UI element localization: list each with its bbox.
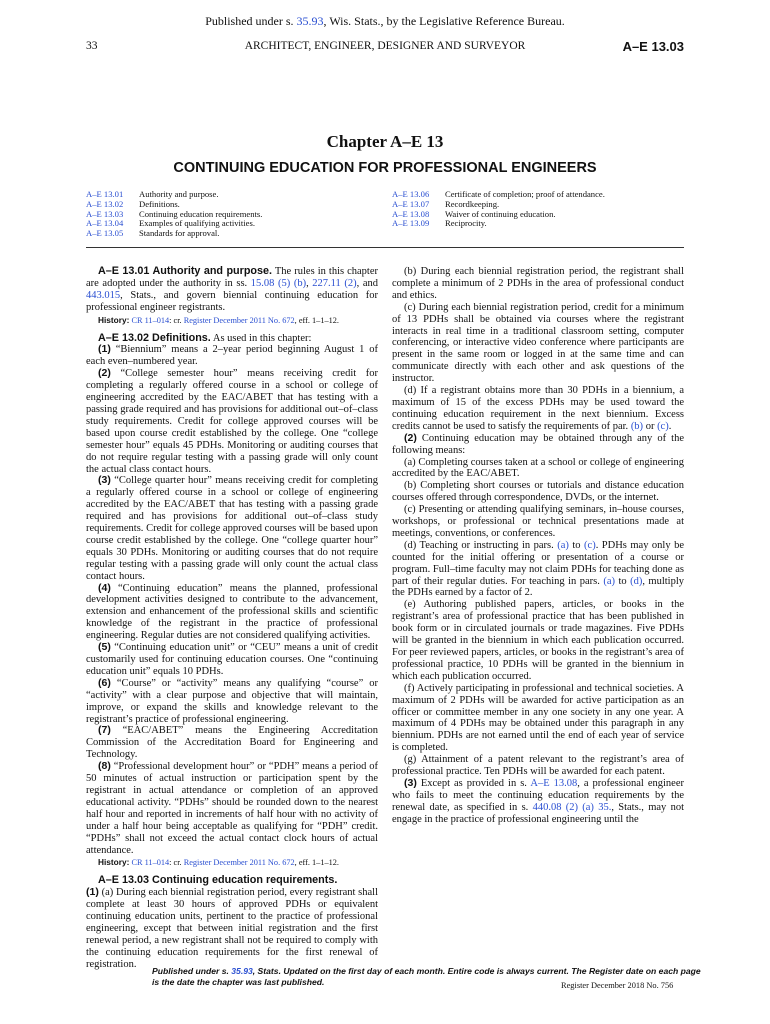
statute-link[interactable]: 227.11 (2) [312, 277, 357, 289]
paragraph-1d [392, 385, 684, 433]
sub-number: (1) [98, 343, 111, 356]
text: “Biennium” means a 2–year period beginning August 1 of each even–numbered year. [86, 344, 378, 368]
text: “Continuing education unit” or “CEU” means a unit of credit customarily used for continuing education courses. One “continuing education unit” equals 10 PDHs. [86, 642, 378, 677]
toc-title: Recordkeeping. [445, 198, 500, 209]
toc-link[interactable]: A–E 13.08 [392, 208, 430, 219]
history-link-register[interactable]: Register December 2011 No. 672 [183, 315, 295, 325]
paragraph-2d [392, 540, 684, 600]
text: is the date the chapter was last published. [152, 977, 325, 987]
toc-title: Certificate of completion; proof of attendance. [445, 189, 605, 199]
sub-number: (2) [404, 431, 417, 444]
notice-text: Published under s. [205, 14, 297, 28]
sub-number: (2) [98, 367, 111, 380]
text: As used in this chapter: [210, 332, 312, 344]
running-section: A–E 13.03 [622, 39, 684, 54]
text: “College quarter hour” means receiving credit for completing a regularly offered course in a school or college of engineering accredited by the EAC/ABET that has testing with a passing grade required and has provisions for additional out–of–class study requirements. Credit for college approved courses will be based upon course credit established by the college. One “college quarter hour” equals 30 PDHs. Monitoring or auditing courses that do not require regular testing with a passing grade will only count the actual class contact hours. [86, 475, 378, 582]
toc-link[interactable]: A–E 13.03 [86, 208, 124, 219]
toc-link[interactable]: A–E 13.02 [86, 198, 124, 209]
text: (d) Teaching or instructing in pars. [404, 539, 558, 551]
toc-right-column [392, 190, 605, 229]
toc-link[interactable]: A–E 13.09 [392, 218, 430, 229]
section-heading: A–E 13.02 Definitions. [98, 331, 211, 344]
chapter-subtitle: CONTINUING EDUCATION FOR PROFESSIONAL ENGINEERS [173, 160, 597, 176]
definition-1 [86, 344, 378, 368]
definition-4 [86, 583, 378, 643]
sub-number: (5) [98, 641, 111, 654]
text: or [643, 420, 658, 432]
text: (d) If a registrant obtains more than 30 PDHs in a biennium, a maximum of 15 of the excess PDHs may be used toward the continuing education requirement in the next biennium. Excess credits cannot be used to satisfy the requirements of par. [392, 385, 684, 432]
toc-link[interactable]: A–E 13.07 [392, 198, 430, 209]
paragraph-2b: (b) Completing short courses or tutorials and distance education courses offered through correspondence, DVDs, or the internet. [392, 480, 684, 504]
definition-5 [86, 642, 378, 678]
subsection-3 [392, 778, 684, 826]
toc-title: Continuing education requirements. [139, 208, 263, 219]
text: , a professional engineer who fails to meet the continuing education requirements by the renewal date, as specified in s. [392, 777, 684, 813]
history-link-cr[interactable]: CR 11–014 [131, 315, 170, 325]
text: , eff. 1–1–12. [294, 858, 339, 868]
text: , eff. 1–1–12. [294, 315, 339, 325]
sub-number: (7) [98, 724, 111, 737]
sub-number: (3) [98, 474, 111, 487]
section-heading: A–E 13.01 Authority and purpose. [98, 265, 273, 277]
definition-6 [86, 678, 378, 726]
par-link-b[interactable]: (b) [630, 420, 644, 432]
history-label: History: [98, 314, 130, 325]
text: , Stats., and govern biennial continuing education for professional engineer registrants. [86, 289, 378, 313]
par-link-c[interactable]: (c) [584, 539, 596, 551]
text: The rules in this chapter are adopted under the authority in ss. [86, 266, 379, 289]
par-link-d[interactable]: (d) [630, 575, 643, 587]
text: , multiply the PDHs earned by a factor of 2. [392, 575, 684, 599]
text: (a) During each biennial registration period, every registrant shall complete at least 30 hours of approved PDHs or equivalent continuing education units, pertinent to the practice of professional engineering, except that between initial registration and the first renewal period, a new registrant shall not be required to comply with the continuing education requirements for the first renewal of registration. [86, 887, 378, 970]
page-number: 33 [86, 40, 98, 52]
toc-link[interactable]: A–E 13.01 [86, 189, 124, 199]
text: . PDHs may only be counted for the initial offering or presentation of a course or program. Full–time faculty may not claim PDHs for teaching done as part of their regular duties. For teaching in pars. [392, 539, 684, 587]
right-text-column [392, 266, 684, 826]
paragraph-1c: (c) During each biennial registration period, credit for a minimum of 13 PDHs shall be obtained via courses where the registrant interacts in real time in a traditional classroom setting, computer conferencing, or interactive video conference where participants are present in the same room or logged in at the same time and can communicate directly with each other and ask questions of the instructor. [392, 301, 684, 385]
toc-link[interactable]: A–E 13.06 [392, 189, 430, 199]
definition-8 [86, 761, 378, 856]
running-title: ARCHITECT, ENGINEER, DESIGNER AND SURVEYOR [244, 40, 526, 52]
definition-2 [86, 368, 378, 475]
par-link-a[interactable]: (a) [557, 539, 569, 551]
paragraph-2c: (c) Presenting or attending qualifying seminars, in–house courses, workshops, or professional or technical presentations made at meetings, conventions, or conferences. [392, 504, 684, 539]
paragraph-2g: (g) Attainment of a patent relevant to the registrant’s area of professional practice. Ten PDHs will be awarded for each patent. [392, 754, 684, 778]
paragraph-1b: (b) During each biennial registration period, the registrant shall complete a minimum of 2 PDHs in the area of professional conduct and ethics. [392, 266, 684, 301]
toc-link[interactable]: A–E 13.05 [86, 228, 124, 239]
statute-link-440-08[interactable]: 440.08 (2) (a) 35. [532, 801, 612, 813]
top-publication-notice [0, 14, 770, 29]
statute-link[interactable]: 443.015 [86, 289, 121, 301]
subsection-2 [392, 433, 684, 457]
definition-7 [86, 725, 378, 761]
toc-divider [86, 247, 684, 248]
toc-title: Reciprocity. [445, 218, 487, 229]
text: , Stats. Updated on the first day of each month. Entire code is always current. The Register date on each page [252, 966, 701, 976]
text: to [568, 539, 585, 551]
definition-3 [86, 475, 378, 582]
par-link-c[interactable]: (c) [657, 420, 669, 432]
section-13-03 [86, 875, 378, 970]
history-note [86, 315, 378, 327]
text: . [668, 420, 672, 432]
chapter-title: Chapter A–E 13 [326, 132, 444, 151]
section-heading: A–E 13.03 Continuing education requirements. [98, 874, 338, 887]
notice-text-end: , Wis. Stats., by the Legislative Reference Bureau. [323, 14, 565, 28]
statute-link[interactable]: 15.08 (5) (b) [250, 277, 307, 289]
history-note [86, 857, 378, 869]
paragraph-2e: (e) Authoring published papers, articles, or books in the registrant’s area of professional practice that has been published in book form or in circulated journals or trade magazines. Five PDHs will be granted in the biennium in which each publication occurred. For peer reviewed papers, articles, or books in the registrant’s area of professional practice, 10 PDHs will be granted in the biennium in which each publication occurred. [392, 599, 684, 682]
text: Continuing education may be obtained through any of the following means: [392, 432, 684, 456]
footer-register-date: Register December 2018 No. 756 [561, 981, 674, 990]
text: Published under s. [152, 966, 232, 976]
section-13-02 [86, 333, 378, 345]
text: “Professional development hour” or “PDH” means a period of 50 minutes of actual instruction or participation spent by the registrant in actual attendance or completion of an approved educational activity. “PDHs” should be rounded down to the nearest half hour and reported in increments of half hour with no activity of under a half hour being acceptable as qualifying for “PDH” credit. “PDHs” shall not exceed the actual contact clock hours of actual attendance. [86, 761, 378, 856]
toc-link[interactable]: A–E 13.04 [86, 218, 124, 229]
section-13-01 [86, 266, 378, 314]
section-link-13-08[interactable]: A–E 13.08 [530, 777, 578, 789]
text: “Continuing education” means the planned, professional development activities designed to contribute to the advancement, extension and enhancement of the professional skills and scientific knowledge of the registrant in the practice of professional engineering. Regular duties are not considered qualifying activities. [86, 582, 378, 642]
text: , and [356, 277, 378, 289]
text: “Course” or “activity” means any qualifying “course” or “activity” with a clear purpose and objective that will maintain, improve, or expand the skills and knowledge relevant to the registrant’s practice of professional engineering. [86, 677, 378, 725]
toc-title: Waiver of continuing education. [445, 208, 556, 219]
history-link-register[interactable]: Register December 2011 No. 672 [183, 858, 295, 868]
paragraph-2f: (f) Actively participating in professional and technical societies. A maximum of 2 PDHs will be awarded for active participation as an officer or committee member in any one society in any one year. A maximum of 4 PDHs may be obtained under this paragraph in any biennium. PDHs are not earned until the end of each year of service is completed. [392, 682, 684, 754]
toc-title: Authority and purpose. [139, 189, 219, 199]
toc-left-column [86, 190, 262, 239]
toc-title: Standards for approval. [139, 228, 220, 239]
statute-link-35-93[interactable]: 35.93 [296, 14, 324, 28]
left-text-column [86, 266, 378, 971]
paragraph-2a: (a) Completing courses taken at a school or college of engineering accredited by the EAC/ABET. [392, 456, 684, 480]
text: : cr. [169, 315, 184, 325]
toc-title: Examples of qualifying activities. [139, 218, 255, 229]
history-label: History: [98, 857, 130, 868]
par-link-a[interactable]: (a) [603, 575, 615, 587]
history-link-cr[interactable]: CR 11–014 [131, 858, 170, 868]
text: “EAC/ABET” means the Engineering Accreditation Commission of the Accreditation Board for Engineering and Technology. [86, 725, 378, 761]
toc-row [392, 219, 605, 229]
sub-number: (3) [404, 776, 417, 789]
toc-title: Definitions. [139, 198, 180, 209]
sub-number: (4) [98, 581, 111, 594]
sub-number: (6) [98, 676, 111, 689]
sub-number: (8) [98, 760, 111, 773]
sub-number: (1) [86, 886, 99, 899]
footer-link-35-93[interactable]: 35.93 [231, 966, 253, 976]
text: Except as provided in s. [416, 777, 531, 789]
text: , Stats., may not engage in the practice of professional engineering until the [392, 801, 684, 825]
text: : cr. [169, 858, 184, 868]
text: to [614, 575, 631, 587]
text: , [306, 277, 313, 289]
toc-row [86, 229, 262, 239]
text: “College semester hour” means receiving credit for completing a regularly offered course in a school or college of engineering accredited by the EAC/ABET that has testing with a passing grade required and has provisions for additional out–of–class study requirements. Credit for college approved courses will be based upon course credit established by the college. One “college semester hour” equals 45 PDHs. Monitoring or auditing courses that do not require regular testing with a passing grade will only count the actual class contact hours. [86, 368, 378, 475]
